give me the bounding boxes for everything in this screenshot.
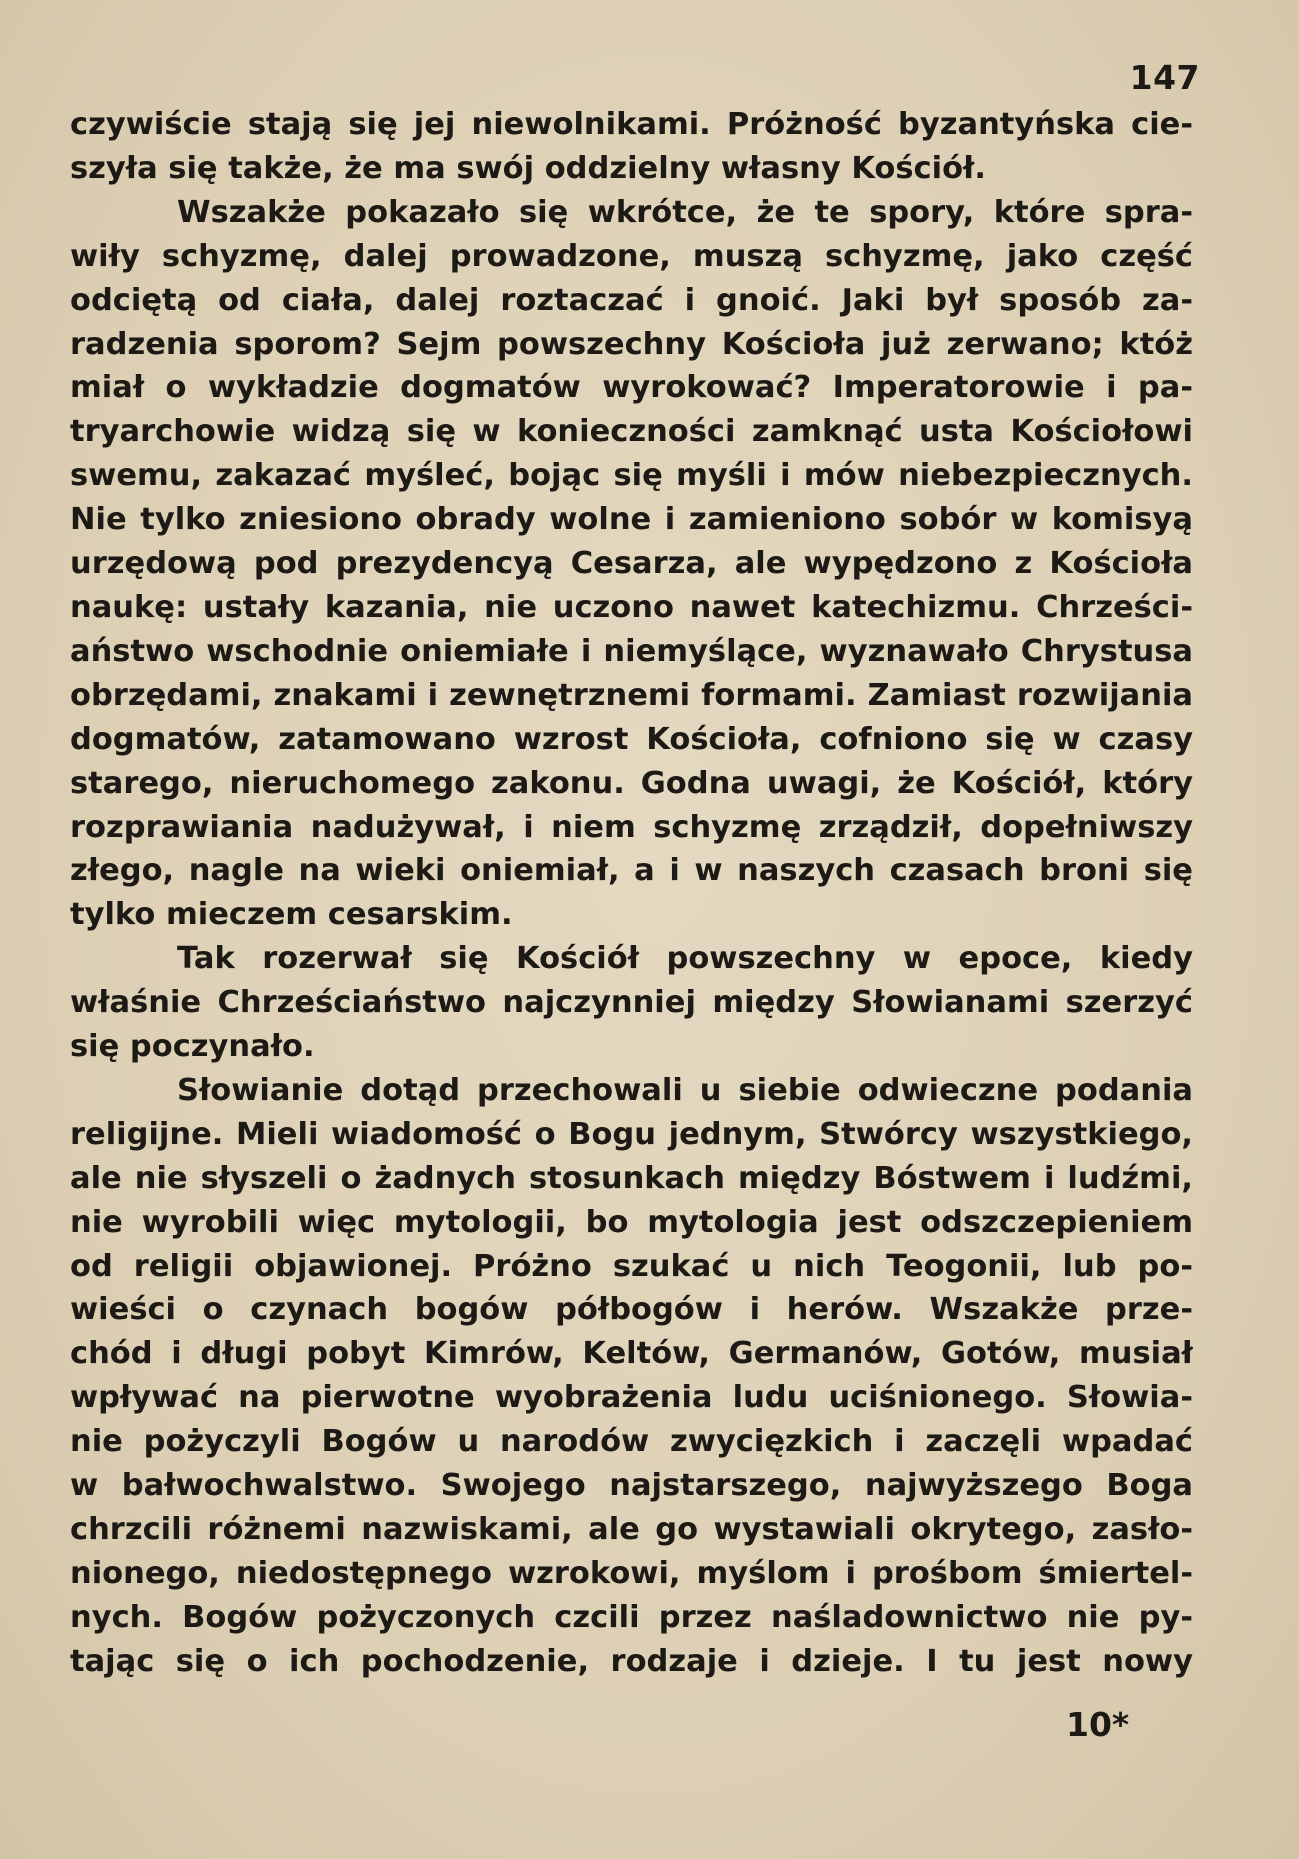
signature-mark: 10* — [1066, 1705, 1130, 1744]
text-line: czywiście stają się jej niewolnikami. Próżność byzantyńska cie- — [70, 107, 1193, 142]
text-line: wiły schyzmę, dalej prowadzone, muszą schyzmę, jako część — [70, 238, 1193, 274]
text-line: nie pożyczyli Bogów u narodów zwycięzkich i zaczęli wpadać — [70, 1424, 1193, 1460]
text-line: w bałwochwalstwo. Swojego najstarszego, najwyższego Boga — [70, 1468, 1193, 1504]
text-line: złego, nagle na wieki oniemiał, a i w naszych czasach broni się — [70, 853, 1193, 889]
text-line: dogmatów, zatamowano wzrost Kościoła, cofniono się w czasy — [70, 721, 1193, 757]
text-line: radzenia sporom? Sejm powszechny Kościoła już zerwano; któż — [70, 326, 1193, 362]
text-line: naukę: ustały kazania, nie uczono nawet katechizmu. Chrześci- — [70, 589, 1193, 625]
text-line: Słowianie dotąd przechowali u siebie odwieczne podania — [177, 1072, 1193, 1108]
body-text — [70, 103, 1193, 1684]
text-line: wieści o czynach bogów półbogów i herów. Wszakże prze- — [70, 1292, 1193, 1328]
text-line: chód i długi pobyt Kimrów, Keltów, Germanów, Gotów, musiał — [70, 1336, 1193, 1372]
text-line: szyła się także, że ma swój oddzielny własny Kościół. — [70, 150, 986, 186]
text-line: tryarchowie widzą się w konieczności zamknąć usta Kościołowi — [70, 414, 1193, 450]
text-line: aństwo wschodnie oniemiałe i niemyślące, wyznawało Chrystusa — [70, 633, 1193, 669]
text-line: obrzędami, znakami i zewnętrznemi formami. Zamiast rozwijania — [70, 677, 1193, 713]
text-line: tylko mieczem cesarskim. — [70, 897, 513, 933]
text-line: chrzcili różnemi nazwiskami, ale go wystawiali okrytego, zasło- — [70, 1512, 1193, 1547]
text-line: od religii objawionej. Próżno szukać u nich Teogonii, lub po- — [70, 1248, 1193, 1284]
text-line: Tak rozerwał się Kościół powszechny w epoce, kiedy — [177, 941, 1193, 977]
text-line: właśnie Chrześciaństwo najczynniej między Słowianami szerzyć — [70, 985, 1193, 1021]
page-number: 147 — [1129, 58, 1200, 97]
text-line: tając się o ich pochodzenie, rodzaje i dzieje. I tu jest nowy — [70, 1643, 1193, 1679]
text-line: rozprawiania nadużywał, i niem schyzmę zrządził, dopełniwszy — [70, 809, 1193, 845]
text-line: miał o wykładzie dogmatów wyrokować? Imperatorowie i pa- — [70, 370, 1193, 406]
text-line: Wszakże pokazało się wkrótce, że te spory, które spra- — [177, 194, 1193, 230]
text-line: nionego, niedostępnego wzrokowi, myślom i prośbom śmiertel- — [70, 1555, 1193, 1591]
text-line: starego, nieruchomego zakonu. Godna uwagi, że Kościół, który — [70, 765, 1193, 801]
text-line: swemu, zakazać myśleć, bojąc się myśli i mów niebezpiecznych. — [70, 458, 1193, 494]
text-line: nych. Bogów pożyczonych czcili przez naśladownictwo nie py- — [70, 1599, 1193, 1635]
text-line: Nie tylko zniesiono obrady wolne i zamieniono sobór w komisyą — [70, 502, 1193, 538]
text-line: się poczynało. — [70, 1029, 315, 1065]
text-line: odciętą od ciała, dalej roztaczać i gnoić. Jaki był sposób za- — [70, 282, 1193, 318]
text-line: wpływać na pierwotne wyobrażenia ludu uciśnionego. Słowia- — [70, 1380, 1193, 1416]
text-line: urzędową pod prezydencyą Cesarza, ale wypędzono z Kościoła — [70, 546, 1193, 582]
text-line: ale nie słyszeli o żadnych stosunkach między Bóstwem i ludźmi, — [70, 1160, 1193, 1196]
text-line: nie wyrobili więc mytologii, bo mytologia jest odszczepieniem — [70, 1204, 1193, 1240]
text-line: religijne. Mieli wiadomość o Bogu jednym, Stwórcy wszystkiego, — [70, 1116, 1193, 1152]
